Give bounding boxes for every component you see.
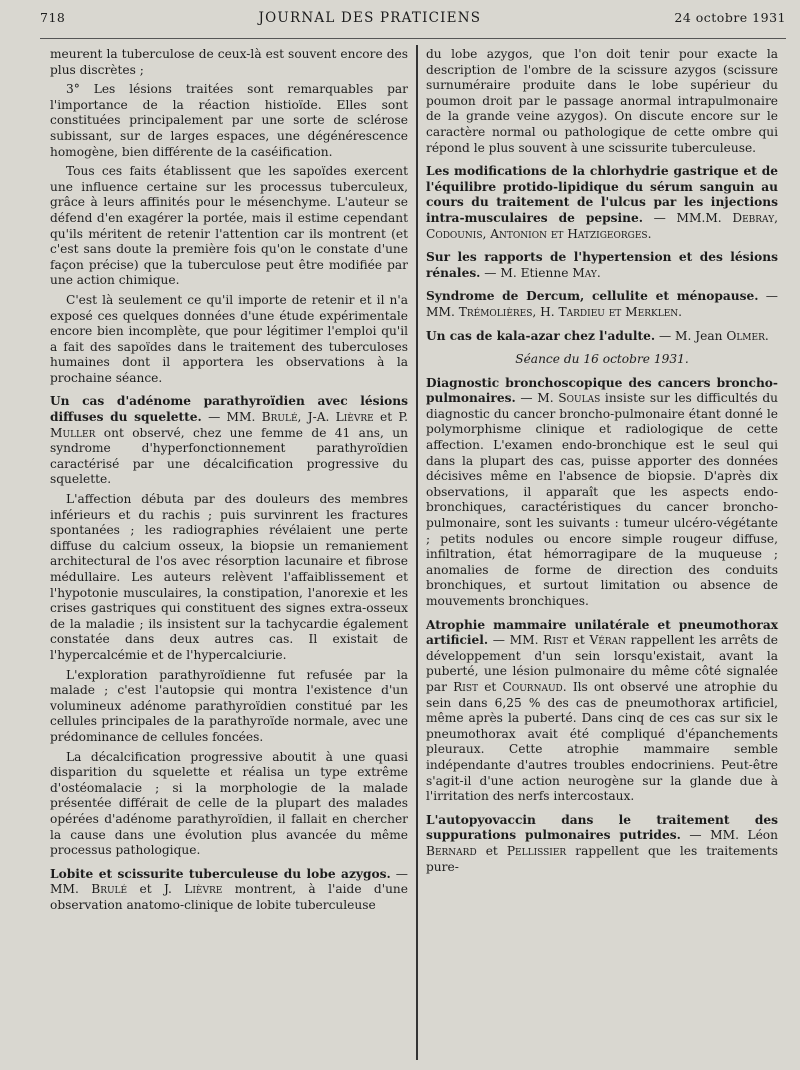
article-hypertension xyxy=(426,250,778,281)
article-dercum xyxy=(426,289,778,320)
article-title: Un cas de kala-azar chez l'adulte. xyxy=(426,328,656,343)
author-sep: — MM. Léon xyxy=(680,828,778,843)
author-sep: — MM. xyxy=(50,866,408,897)
author-name: Brulé xyxy=(91,882,128,897)
article-bronchoscopique xyxy=(426,376,778,610)
author-sep: et P. xyxy=(373,410,408,425)
article-text: rappellent les arrêts de développement d'un sein lorsqu'existait, avant la puberté, une lésion pulmonaire du même côté signalée par xyxy=(426,633,778,694)
article-text: montrent, à l'aide d'une observation anatomo-clinique de lobite tuberculeuse xyxy=(50,882,408,912)
article-title: Sur les rapports de l'hypertension et des lésions rénales. xyxy=(426,250,778,280)
author-name: Pellissier xyxy=(506,843,567,858)
article-title: Un cas d'adénome parathyroïdien avec lésions diffuses du squelette. xyxy=(50,394,408,425)
author-name: Lièvre xyxy=(184,882,223,897)
paragraph: Tous ces faits établissent que les sapoïdes exercent une influence certaine sur les processus tuberculeux, grâce à leurs affinités pour le mésenchyme. L'auteur se défend d'en exagérer la portée, mais il estime cependant qu'ils méritent de retenir l'attention car ils montrent (et c'est sans doute la première fois qu'on le constate d'une façon précise) que la tuberculose peut être modifiée par une action chimique. xyxy=(50,164,408,288)
article-title: L'autopyovaccin dans le traitement des suppurations pulmonaires putrides. xyxy=(426,812,778,843)
journal-title: JOURNAL DES PRATICIENS xyxy=(258,10,482,26)
left-column xyxy=(50,47,408,917)
author-sep: — MM. xyxy=(201,410,262,425)
paragraph: C'est là seulement ce qu'il importe de retenir et il n'a exposé ces quelques données d'une étude expérimentale encore bien incomplète, que pour légitimer l'emploi qu'il a fait des sapoïdes dans le traitement des tuberculoses humaines dont il apportera les observations à la prochaine séance. xyxy=(50,292,408,385)
author-name: Muller xyxy=(50,425,96,440)
article-title: Les modifications de la chlorhydrie gastrique et de l'équilibre protido-lipidique du sérum sanguin au cours du traitement de l'ulcus par les injections intra-musculaires de pepsine. xyxy=(426,164,778,225)
author-sep: — M. xyxy=(515,391,559,406)
author-names: Trémolières, H. Tardieu et Merklen. xyxy=(458,304,683,319)
paragraph: 3° Les lésions traitées sont remarquables par l'importance de la réaction histioïde. Elles sont constituées principalement par une sorte de sclérose subissant, sur de larges espaces, une dégénérescence homogène, bien différente de la caséification. xyxy=(50,82,408,159)
article-text: insiste sur les difficultés du diagnostic du cancer broncho-pulmonaire étant donné le polymorphisme clinique et radiologique de cette affection. L'examen endo-bronchique est le seul qui dans la plupart des cas, puisse apporter des données décisives même en l'absence de biopsie. D'après dix observations, il apparaît que les aspects endo-bronchiques, caractéristiques du cancer broncho-pulmonaire, sont les suivants : tumeur ulcéro-végétante ; petits nodules ou encore simple rougeur diffuse, infiltration, état hémorragipare de la muqueuse ; anomalies de forme de direction des conduits bronchiques, et surtout limitation ou absence de mouvements bronchiques. xyxy=(426,391,778,608)
article-title: Atrophie mammaire unilatérale et pneumothorax artificiel. xyxy=(426,617,778,648)
author-name: Olmer. xyxy=(726,328,769,343)
column-divider xyxy=(416,45,418,1060)
page-number: 718 xyxy=(40,10,66,25)
author-name: Rist xyxy=(543,633,569,648)
author-sep: et xyxy=(568,633,590,648)
author-sep: et J. xyxy=(127,882,185,897)
running-header xyxy=(40,10,786,39)
article-title: Lobite et scissurite tuberculeuse du lobe azygos. xyxy=(50,866,391,881)
paragraph: L'exploration parathyroïdienne fut refusée par la malade ; c'est l'autopsie qui montra l'existence d'un volumineux adénome parathyroïdien constitué par les cellules principales de la parathyroïde normale, avec une prédominance de cellules foncées. xyxy=(50,667,408,744)
paragraph: La décalcification progressive aboutit à une quasi disparition du squelette et réalisa un type extrême d'ostéomalacie ; si la morphologie de la malade présentée différait de celle de la plupart des malades opérées d'adénome parathyroïdien, il fallait en chercher la cause dans une évolution plus avancée du même processus pathologique. xyxy=(50,749,408,858)
author-name: Soulas xyxy=(558,391,601,406)
author-sep: , J-A. xyxy=(297,410,336,425)
author-sep: — MM.M. xyxy=(643,210,733,225)
author-sep: et xyxy=(476,843,507,858)
article-adenome xyxy=(50,394,408,488)
article-lobite xyxy=(50,867,408,914)
author-sep: — MM. xyxy=(488,633,544,648)
article-title: Diagnostic bronchoscopique des cancers broncho-pulmonaires. xyxy=(426,375,778,406)
author-name: Bernard xyxy=(426,843,477,858)
author-sep: et xyxy=(478,679,503,694)
author-names: Debray, Codounis, Antonion et Hatzigeorges. xyxy=(426,210,779,241)
right-column xyxy=(426,47,778,879)
article-chlorhydrie xyxy=(426,164,778,242)
paragraph: du lobe azygos, que l'on doit tenir pour exacte la description de l'ombre de la scissure azygos (scissure surnuméraire produite dans le lobe supérieur du poumon droit par le passage anormal intrapulmonaire de la grande veine azygos). On discute encore sur le caractère normal ou pathologique de cette ombre qui répond le plus souvent à une scissurite tuberculeuse. xyxy=(426,47,778,155)
paragraph: L'affection débuta par des douleurs des membres inférieurs et du rachis ; puis survinrent les fractures spontanées ; les radiographies révélaient une perte diffuse du calcium osseux, la biopsie un remaniement architectural de l'os avec résorption lacunaire et fibrose médullaire. Les auteurs relèvent l'affaiblissement et l'hypotonie musculaires, la constipation, l'anorexie et les crises gastriques qui constituent des signes extra-osseux de la maladie ; ils insistent sur la tachycardie également constatée dans deux autres cas. Il existait de l'hypercalcémie et de l'hypercalciurie. xyxy=(50,492,408,662)
article-text: rappellent que les traitements pure- xyxy=(426,843,779,874)
session-heading: Séance du 16 octobre 1931. xyxy=(515,352,689,367)
paragraph: meurent la tuberculose de ceux-là est souvent encore des plus discrètes ; xyxy=(50,47,408,77)
article-autopyovaccin xyxy=(426,813,778,875)
article-atrophie xyxy=(426,618,778,805)
author-name: Brulé xyxy=(261,410,298,425)
article-text: . Ils ont observé une atrophie du sein dans 6,25 % des cas de pneumothorax artificiel, même après la puberté. Dans cinq de ces cas sur six le pneumothorax avait été compliqué d'épanchements pleuraux. Cette atrophie mammaire semble indépendante d'autres troubles endocriniens. Peut-être s'agit-il d'une action neurogène sur la glande due à l'irritation des nerfs intercostaux. xyxy=(426,679,778,804)
article-text: ont observé, chez une femme de 41 ans, un syndrome d'hyperfonctionnement parathyroïdien caractérisé par une décalcification progressive du squelette. xyxy=(50,425,408,487)
issue-date: 24 octobre 1931 xyxy=(674,10,786,25)
author-name: Rist xyxy=(453,679,478,694)
author-name: Cournaud xyxy=(502,679,563,694)
author-name: Lièvre xyxy=(335,410,374,425)
author-sep: — M. Etienne xyxy=(480,265,573,280)
author-sep: — M. Jean xyxy=(655,328,727,343)
article-title: Syndrome de Dercum, cellulite et ménopause. xyxy=(426,289,759,304)
article-kala-azar xyxy=(426,329,778,345)
author-name: May. xyxy=(572,265,601,280)
author-sep: — MM. xyxy=(426,289,778,319)
author-name: Véran xyxy=(589,633,627,648)
